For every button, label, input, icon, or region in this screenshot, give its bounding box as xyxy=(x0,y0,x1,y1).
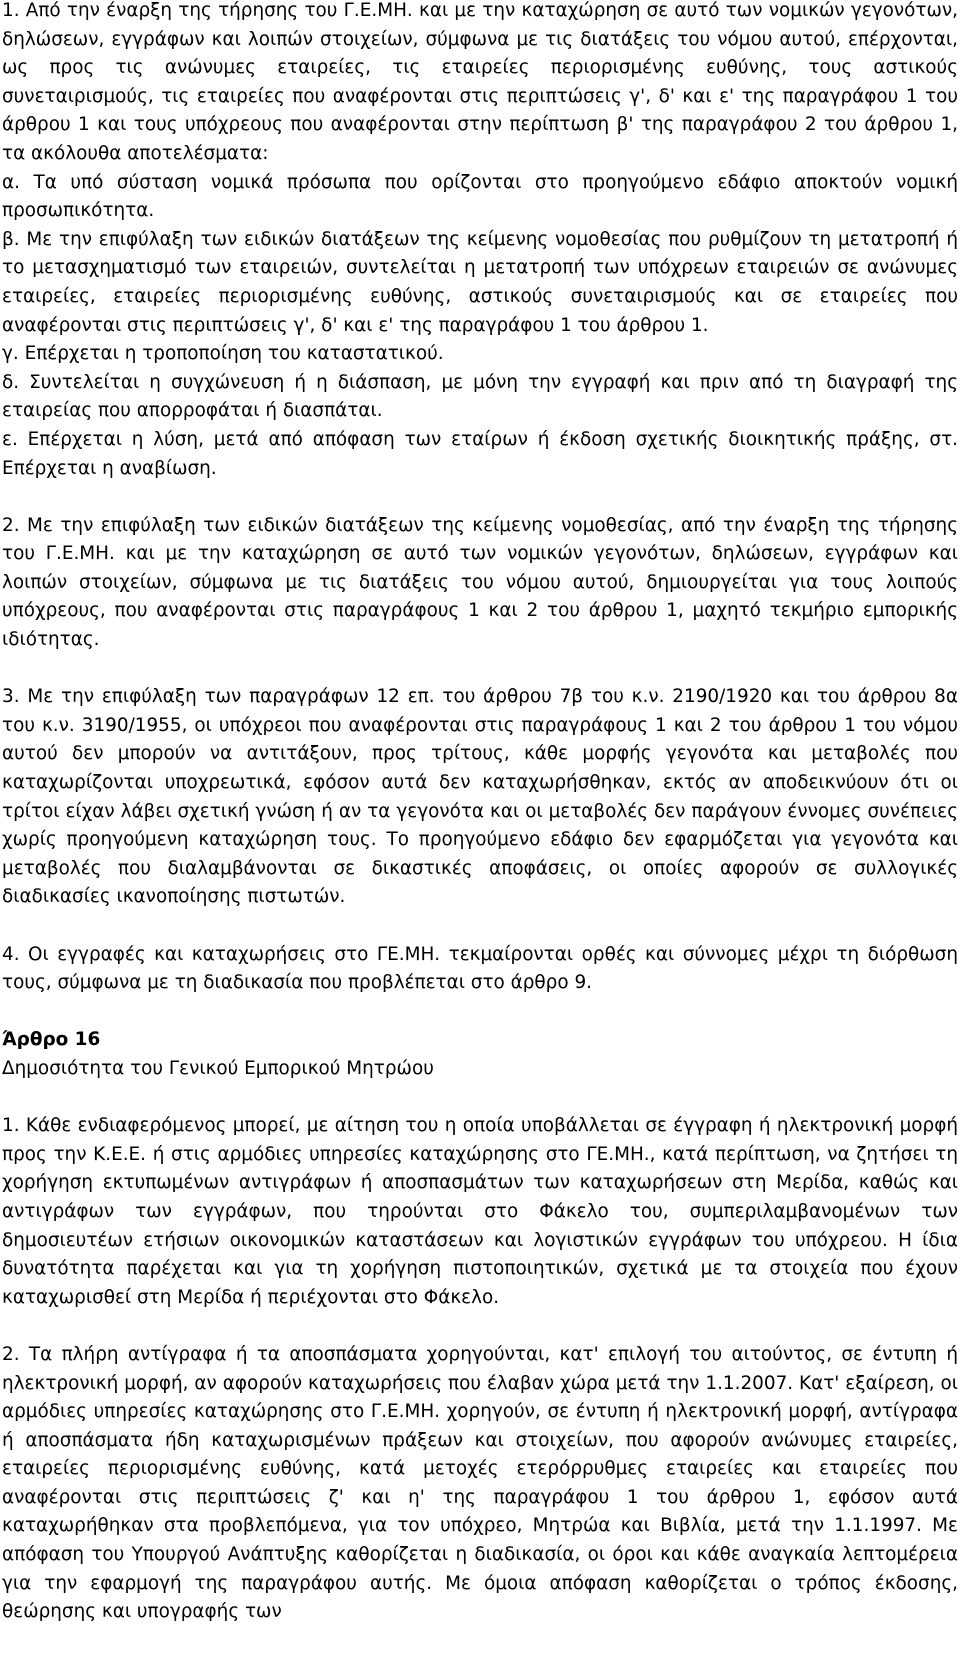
item-a: α. Τα υπό σύσταση νομικά πρόσωπα που ορίζονται στο προηγούμενο εδάφιο αποκτούν νομική προσωπικότητα. xyxy=(2,171,958,222)
item-c: γ. Επέρχεται η τροποποίηση του καταστατικού. xyxy=(2,343,444,365)
paragraph-3: 3. Με την επιφύλαξη των παραγράφων 12 επ. του άρθρου 7β του κ.ν. 2190/1920 και του άρθρου 8α του κ.ν. 3190/1955, οι υπόχρεοι που αναφέρονται στις παραγράφους 1 και 2 του άρθρου 1 του νόμου αυτού δεν μπορούν να αντιτάξουν, προς τρίτους, κάθε μορφής γεγονότα και μεταβολές που καταχωρίζονται υποχρεωτικά, εφόσον αυτά δεν καταχωρήσθηκαν, εκτός αν αποδεικνύουν ότι οι τρίτοι είχαν λάβει σχετική γνώση ή αν τα γεγονότα και οι μεταβολές δεν παράγουν έννομες συνέπειες χωρίς προηγούμενη καταχώρηση τους. Το προηγούμενο εδάφιο δεν εφαρμόζεται για γεγονότα και μεταβολές που διαλαμβάνονται σε δικαστικές αποφάσεις, οι οποίες αφορούν σε συλλογικές διαδικασίες ικανοποίησης πιστωτών. xyxy=(2,686,958,908)
item-d: δ. Συντελείται η συγχώνευση ή η διάσπαση, με μόνη την εγγραφή και πριν από τη διαγραφή της εταιρείας που απορροφάται ή διασπάται. xyxy=(2,371,958,422)
article-paragraph-1: 1. Κάθε ενδιαφερόμενος μπορεί, με αίτηση του η οποία υποβάλλεται σε έγγραφη ή ηλεκτρονική μορφή προς την Κ.Ε.Ε. ή στις αρμόδιες υπηρεσίες καταχώρησης στο ΓΕ.ΜΗ., κατά περίπτωση, να ζητήσει τη χορήγηση εκτυπωμένων αντιγράφων ή αποσπασμάτων των καταχωρήσεων στη Μερίδα, καθώς και αντιγράφων των εγγράφων, που τηρούνται στο Φάκελο του, συμπεριλαμβανομένων των δημοσιευτέων ετήσιων οικονομικών καταστάσεων και λογιστικών εγγράφων του υπόχρεου. Η ίδια δυνατότητα παρέχεται και για τη χορήγηση πιστοποιητικών, σχετικά με τα στοιχεία που έχουν καταχωρισθεί στη Μερίδα ή περιέχονται στο Φάκελο. xyxy=(2,1115,958,1308)
article-title: Άρθρο 16 xyxy=(2,1029,101,1051)
item-e: ε. Επέρχεται η λύση, μετά από απόφαση των εταίρων ή έκδοση σχετικής διοικητικής πράξης, στ. Επέρχεται η αναβίωση. xyxy=(2,428,958,479)
paragraph-4: 4. Οι εγγραφές και καταχωρήσεις στο ΓΕ.ΜΗ. τεκμαίρονται ορθές και σύννομες μέχρι τη διόρθωση τους, σύμφωνα με τη διαδικασία που προβλέπεται στο άρθρο 9. xyxy=(2,943,958,994)
article-subtitle: Δημοσιότητα του Γενικού Εμπορικού Μητρώου xyxy=(2,1057,434,1079)
item-b: β. Με την επιφύλαξη των ειδικών διατάξεων της κείμενης νομοθεσίας που ρυθμίζουν τη μετατροπή ή το μετασχηματισμό των εταιρειών, συντελείται η μετατροπή των υπόχρεων εταιρειών σε ανώνυμες εταιρείες, εταιρείες περιορισμένης ευθύνης, αστικούς συνεταιρισμούς και σε εταιρείες που αναφέρονται στις περιπτώσεις γ', δ' και ε' της παραγράφου 1 του άρθρου 1. xyxy=(2,228,958,336)
paragraph-2: 2. Με την επιφύλαξη των ειδικών διατάξεων της κείμενης νομοθεσίας, από την έναρξη της τήρησης του Γ.Ε.ΜΗ. και με την καταχώρηση σε αυτό των νομικών γεγονότων, δηλώσεων, εγγράφων και λοιπών στοιχείων, σύμφωνα με τις διατάξεις του νόμου αυτού, δημιουργείται για τους λοιπούς υπόχρεους, που αναφέρονται στις παραγράφους 1 και 2 του άρθρου 1, μαχητό τεκμήριο εμπορικής ιδιότητας. xyxy=(2,514,958,651)
article-paragraph-2: 2. Τα πλήρη αντίγραφα ή τα αποσπάσματα χορηγούνται, κατ' επιλογή του αιτούντος, σε έντυπη ή ηλεκτρονική μορφή, αν αφορούν καταχωρήσεις που έλαβαν χώρα μετά την 1.1.2007. Κατ' εξαίρεση, οι αρμόδιες υπηρεσίες καταχώρησης στο Γ.Ε.ΜΗ. χορηγούν, σε έντυπη ή ηλεκτρονική μορφή, αντίγραφα ή αποσπάσματα ήδη καταχωρισμένων πράξεων και στοιχείων, που αφορούν ανώνυμες εταιρείες, εταιρείες περιορισμένης ευθύνης, κατά μετοχές ετερόρρυθμες εταιρείες και εταιρείες που αναφέρονται στις περιπτώσεις ζ' και η' της παραγράφου 1 του άρθρου 1, εφόσον αυτά καταχωρήθηκαν στα προβλεπόμενα, για τον υπόχρεο, Μητρώα και Βιβλία, μετά την 1.1.1997. Με απόφαση του Υπουργού Ανάπτυξης καθορίζεται η διαδικασία, οι όροι και κάθε αναγκαία λεπτομέρεια για την εφαρμογή της παραγράφου αυτής. Με όμοια απόφαση καθορίζεται ο τρόπος έκδοσης, θεώρησης και υπογραφής των xyxy=(2,1343,958,1623)
paragraph-1: 1. Από την έναρξη της τήρησης του Γ.Ε.ΜΗ. και με την καταχώρηση σε αυτό των νομικών γεγονότων, δηλώσεων, εγγράφων και λοιπών στοιχείων, σύμφωνα με τις διατάξεις του νόμου αυτού, επέρχονται, ως προς τις ανώνυμες εταιρείες, τις εταιρείες περιορισμένης ευθύνης, τους αστικούς συνεταιρισμούς, τις εταιρείες που αναφέρονται στις περιπτώσεις γ', δ' και ε' της παραγράφου 1 του άρθρου 1 και τους υπόχρεους που αναφέρονται στην περίπτωση β' της παραγράφου 2 του άρθρου 1, τα ακόλουθα αποτελέσματα: xyxy=(2,0,958,164)
